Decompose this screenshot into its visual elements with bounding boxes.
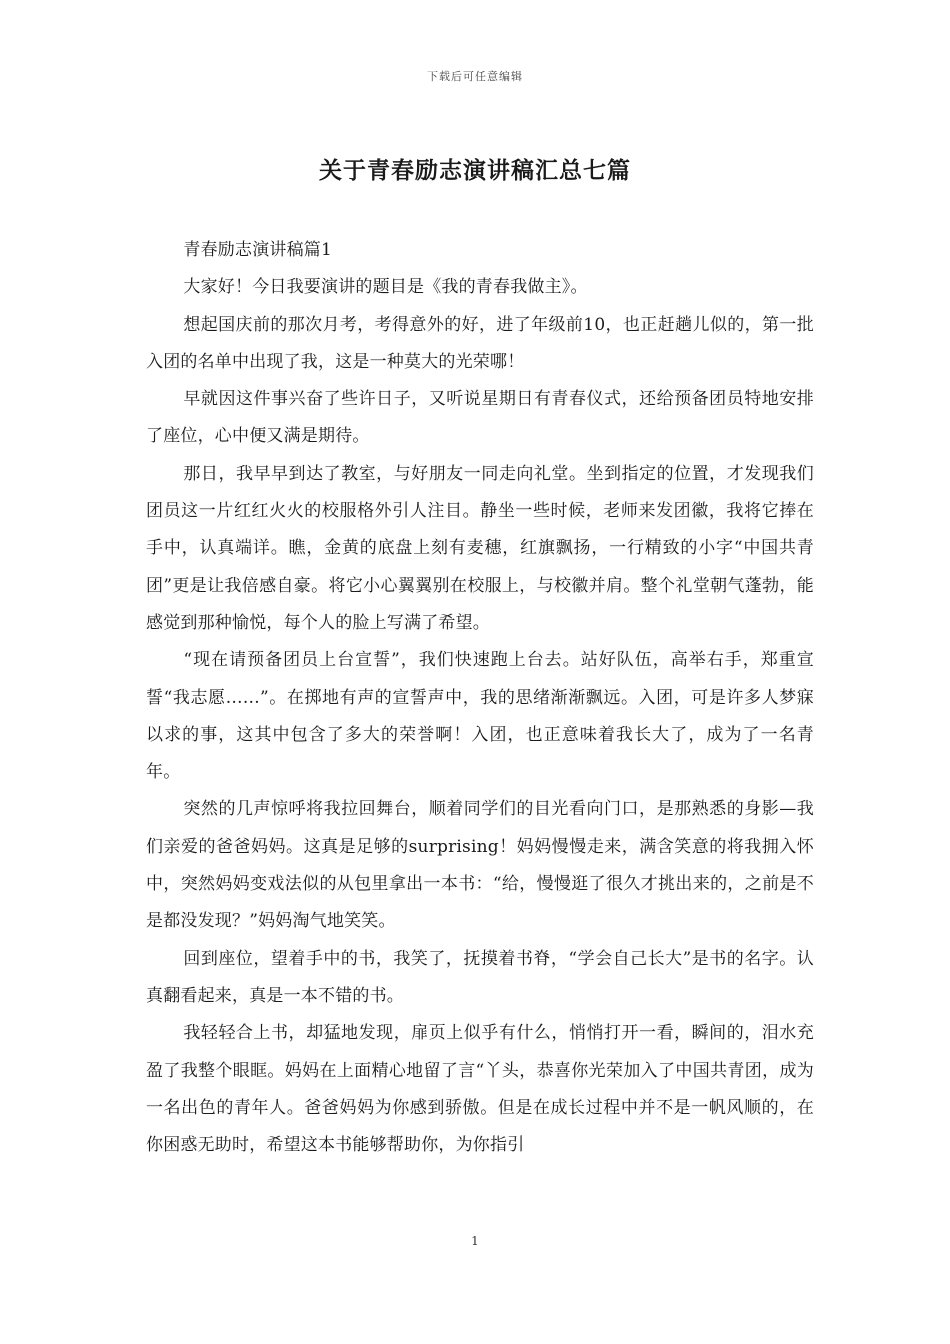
paragraph: 早就因这件事兴奋了些许日子，又听说星期日有青春仪式，还给预备团员特地安排了座位，心中便又满是期待。 [146,389,814,447]
paragraph: 大家好！今日我要演讲的题目是《我的青春我做主》。 [183,277,588,298]
paragraph: 突然的几声惊呼将我拉回舞台，顺着同学们的目光看向门口，是那熟悉的身影—我们亲爱的爸爸妈妈。这真是足够的surprising！妈妈慢慢走来，满含笑意的将我拥入怀中，突然妈妈变戏法似的从包里拿出一本书：“给，慢慢逛了很久才挑出来的，之前是不是都没发现？”妈妈淘气地笑笑。 [146,799,814,932]
paragraph: 回到座位，望着手中的书，我笑了，抚摸着书脊，“学会自己长大”是书的名字。认真翻看起来，真是一本不错的书。 [146,948,814,1006]
header-note: 下载后可任意编辑 [427,70,523,83]
document-title: 关于青春励志演讲稿汇总七篇 [319,157,631,184]
section-heading: 青春励志演讲稿篇1 [183,240,333,260]
page-number: 1 [471,1234,479,1248]
paragraph: 那日，我早早到达了教室，与好朋友一同走向礼堂。坐到指定的位置，才发现我们团员这一片红红火火的校服格外引人注目。静坐一些时候，老师来发团徽，我将它捧在手中，认真端详。瞧，金黄的底盘上刻有麦穗，红旗飘扬，一行精致的小字“中国共青团”更是让我倍感自豪。将它小心翼翼别在校服上，与校徽并肩。整个礼堂朝气蓬勃，能感觉到那种愉悦，每个人的脸上写满了希望。 [146,463,814,633]
paragraph: “现在请预备团员上台宣誓”，我们快速跑上台去。站好队伍，高举右手，郑重宣誓“我志愿……”。在掷地有声的宣誓声中，我的思绪渐渐飘远。入团，可是许多人梦寐以求的事，这其中包含了多大的荣誉啊！入团，也正意味着我长大了，成为了一名青年。 [146,650,814,783]
paragraph: 想起国庆前的那次月考，考得意外的好，进了年级前10，也正赶趟儿似的，第一批入团的名单中出现了我，这是一种莫大的光荣哪！ [146,314,814,372]
document-body [146,232,814,1164]
paragraph: 我轻轻合上书，却猛地发现，扉页上似乎有什么，悄悄打开一看，瞬间的，泪水充盈了我整个眼眶。妈妈在上面精心地留了言“丫头，恭喜你光荣加入了中国共青团，成为一名出色的青年人。爸爸妈妈为你感到骄傲。但是在成长过程中并不是一帆风顺的，在你困惑无助时，希望这本书能够帮助你，为你指引 [146,1023,814,1156]
